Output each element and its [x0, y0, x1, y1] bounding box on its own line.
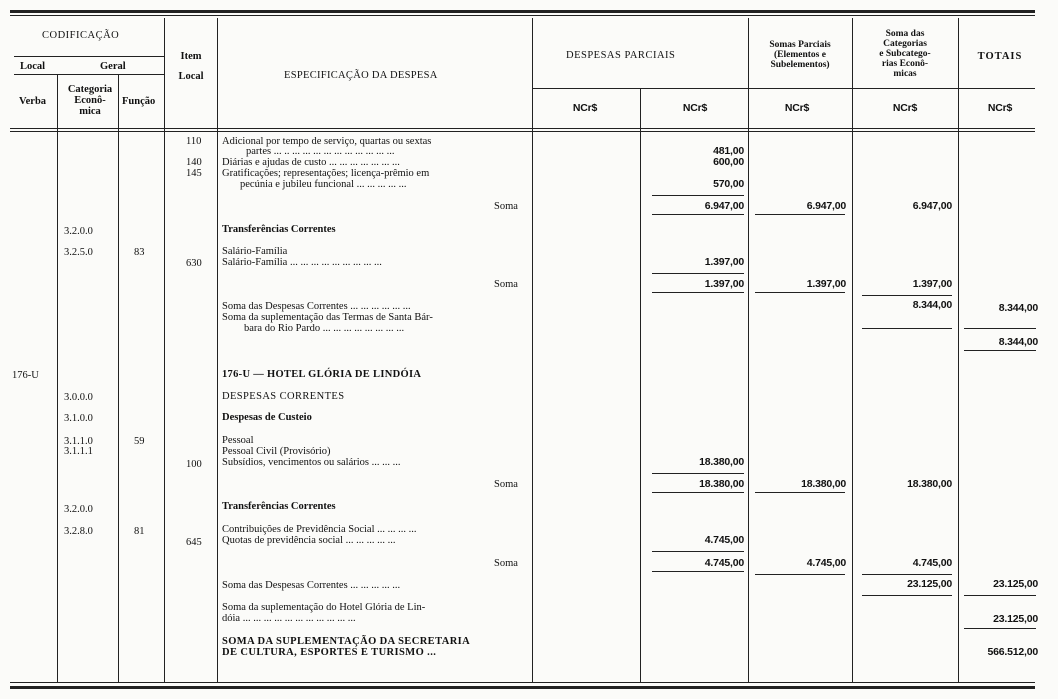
soma-2-v2: 1.397,00: [806, 278, 846, 290]
sum-rule: [964, 595, 1036, 596]
salfam-2: Salário-Família ... ... ... ... ... ... ... ... ...: [222, 257, 382, 268]
sum-rule: [755, 492, 845, 493]
cat-3100: 3.1.0.0: [64, 413, 93, 424]
salfam-1: Salário-Família: [222, 246, 288, 257]
header-item: Item: [180, 51, 202, 62]
sum-rule: [755, 574, 845, 575]
somadesp-2-v: 23.125,00: [907, 578, 952, 590]
val-100: 18.380,00: [699, 456, 744, 468]
sum-rule: [652, 273, 744, 274]
transf-1: Transferências Correntes: [222, 224, 336, 235]
soma-1-v2: 6.947,00: [806, 200, 846, 212]
soma-2-label: Soma: [494, 279, 518, 290]
sum-rule: [652, 492, 744, 493]
item-140: 140: [186, 157, 202, 168]
item-145: 145: [186, 168, 202, 179]
val-630: 1.397,00: [704, 256, 744, 268]
header-soma-cat-2: Categorias: [883, 39, 927, 49]
somadesp-1: Soma das Despesas Correntes ... ... ... ... ... ...: [222, 301, 411, 312]
val-645: 4.745,00: [704, 534, 744, 546]
header-somas-parciais-1: Somas Parciais: [769, 40, 831, 50]
soma-4-v3: 4.745,00: [912, 557, 952, 569]
header-soma-cat-3: e Subcatego-: [879, 49, 931, 59]
cat-3000: 3.0.0.0: [64, 392, 93, 403]
header-item-local: Local: [178, 71, 204, 82]
val-145: 570,00: [713, 178, 744, 190]
suplem-1-b: bara do Rio Pardo ... ... ... ... ... ... ... ...: [244, 323, 405, 334]
sum-rule: [862, 328, 952, 329]
somadesp-2: Soma das Despesas Correntes ... ... ... ... ...: [222, 580, 401, 591]
header-despesas-parciais: DESPESAS PARCIAIS: [566, 50, 676, 61]
desc-145-b: pecúnia e jubileu funcional ... ... ... ... ...: [240, 179, 407, 190]
col-divider: [217, 18, 218, 682]
sum-rule: [862, 295, 952, 296]
col-divider: [748, 18, 749, 682]
suplem-1-t: 8.344,00: [998, 336, 1038, 348]
bottom-border: [10, 686, 1035, 689]
currency-1: NCr$: [572, 102, 598, 114]
soma-2-v1: 1.397,00: [704, 278, 744, 290]
desc-140: Diárias e ajudas de custo ... ... ... ... ... ... ...: [222, 157, 400, 168]
item-645: 645: [186, 537, 202, 548]
soma-3-v2: 18.380,00: [801, 478, 846, 490]
col-divider: [57, 74, 58, 682]
sum-rule: [652, 551, 744, 552]
sum-rule: [652, 214, 744, 215]
sum-rule: [652, 195, 744, 196]
soma-1-v3: 6.947,00: [912, 200, 952, 212]
header-rule: [532, 88, 1035, 89]
soma-1-label: Soma: [494, 201, 518, 212]
verba-176: 176-U: [12, 370, 39, 381]
soma-4-v1: 4.745,00: [704, 557, 744, 569]
soma-2-v3: 1.397,00: [912, 278, 952, 290]
soma-1-v1: 6.947,00: [704, 200, 744, 212]
sum-rule: [652, 473, 744, 474]
header-categoria-1: Categoria: [67, 84, 113, 95]
sum-rule: [755, 292, 845, 293]
sum-rule: [964, 628, 1036, 629]
cat-3200-a: 3.2.0.0: [64, 226, 93, 237]
top-border-thin: [10, 15, 1035, 16]
header-somas-parciais-3: Subelementos): [770, 60, 830, 70]
soma-4-v2: 4.745,00: [806, 557, 846, 569]
item-100: 100: [186, 459, 202, 470]
header-categoria-3: mica: [79, 106, 101, 117]
pessoal: Pessoal: [222, 435, 254, 446]
cat-3200-b: 3.2.0.0: [64, 504, 93, 515]
somadesp-1-t: 8.344,00: [998, 302, 1038, 314]
header-especificacao: ESPECIFICAÇÃO DA DESPESA: [284, 70, 438, 81]
header-totais: TOTAIS: [977, 51, 1023, 62]
desp-correntes: DESPESAS CORRENTES: [222, 391, 345, 402]
header-funcao: Função: [122, 96, 156, 107]
header-rule: [14, 56, 164, 57]
currency-4: NCr$: [892, 102, 918, 114]
header-local: Local: [20, 61, 46, 72]
suplem-1-a: Soma da suplementação das Termas de Santa Bár-: [222, 312, 433, 323]
final-b: DE CULTURA, ESPORTES E TURISMO ...: [222, 647, 437, 658]
fn-81: 81: [134, 526, 145, 537]
suplem-2-a: Soma da suplementação do Hotel Glória de Lin-: [222, 602, 426, 613]
sum-rule: [862, 574, 952, 575]
cat-3280: 3.2.8.0: [64, 526, 93, 537]
sum-rule: [964, 350, 1036, 351]
col-divider: [532, 18, 533, 682]
sum-rule: [652, 292, 744, 293]
header-soma-cat-1: Soma das: [885, 29, 925, 39]
header-geral: Geral: [100, 61, 126, 72]
soma-3-v1: 18.380,00: [699, 478, 744, 490]
header-somas-parciais-2: (Elementos e: [774, 50, 826, 60]
sum-rule: [862, 595, 952, 596]
soma-3-label: Soma: [494, 479, 518, 490]
fn-83: 83: [134, 247, 145, 258]
val-110: 481,00: [713, 145, 744, 157]
currency-5: NCr$: [987, 102, 1013, 114]
cat-3250: 3.2.5.0: [64, 247, 93, 258]
header-soma-cat-5: micas: [893, 69, 917, 79]
sum-rule: [964, 328, 1036, 329]
currency-3: NCr$: [784, 102, 810, 114]
desc-110-b: partes ... .. ... ... ... ... ... ... ... ... ... ...: [246, 146, 395, 157]
desp-custeio: Despesas de Custeio: [222, 412, 312, 423]
item-110: 110: [186, 136, 202, 147]
item-630: 630: [186, 258, 202, 269]
final-a: SOMA DA SUPLEMENTAÇÃO DA SECRETARIA: [222, 636, 471, 647]
bottom-border-thin: [10, 682, 1035, 683]
header-rule: [14, 74, 164, 75]
sum-rule: [755, 214, 845, 215]
quotas: Quotas de previdência social ... ... ... ... ...: [222, 535, 396, 546]
header-verba: Verba: [19, 96, 47, 107]
desc-145-a: Gratificações; representações; licença-prêmio em: [222, 168, 430, 179]
col-divider: [118, 74, 119, 682]
top-border: [10, 10, 1035, 13]
cat-3110: 3.1.1.0: [64, 436, 93, 447]
val-140: 600,00: [713, 156, 744, 168]
header-codificacao: CODIFICAÇÃO: [42, 30, 120, 41]
currency-2: NCr$: [682, 102, 708, 114]
sum-rule: [652, 571, 744, 572]
pessoal-civil: Pessoal Civil (Provisório): [222, 446, 331, 457]
desc-110-a: Adicional por tempo de serviço, quartas ou sextas: [222, 136, 432, 147]
cat-3111: 3.1.1.1: [64, 446, 93, 457]
desc-100: Subsídios, vencimentos ou salários ... ... ...: [222, 457, 401, 468]
col-divider: [164, 18, 165, 682]
header-soma-cat-4: rias Econô-: [881, 59, 929, 69]
col-divider: [640, 88, 641, 682]
hotel-title: 176-U — HOTEL GLÓRIA DE LINDÓIA: [222, 369, 422, 380]
soma-4-label: Soma: [494, 558, 518, 569]
fn-59: 59: [134, 436, 145, 447]
suplem-2-t: 23.125,00: [993, 613, 1038, 625]
somadesp-2-t: 23.125,00: [993, 578, 1038, 590]
contrib: Contribuições de Previdência Social ... ... ... ...: [222, 524, 417, 535]
header-categoria-2: Econô-: [74, 95, 106, 106]
suplem-2-b: dóia ... ... ... ... ... ... ... ... ... ... ...: [222, 613, 356, 624]
soma-3-v3: 18.380,00: [907, 478, 952, 490]
final-t: 566.512,00: [987, 646, 1038, 658]
transf-2: Transferências Correntes: [222, 501, 336, 512]
somadesp-1-v: 8.344,00: [912, 299, 952, 311]
